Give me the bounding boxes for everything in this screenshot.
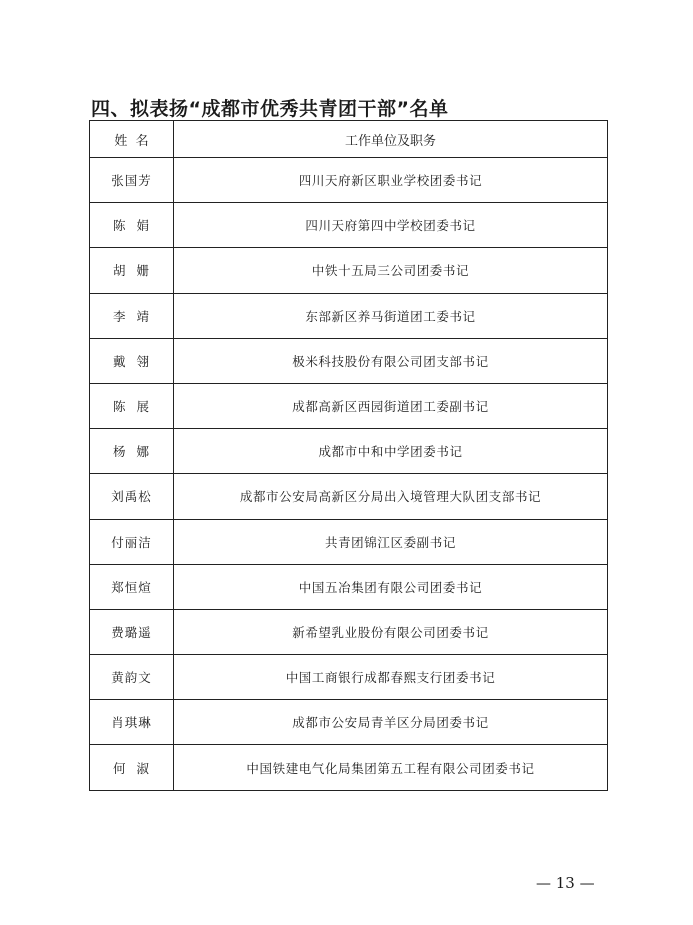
cell-name: 胡 姗	[90, 248, 174, 293]
cell-position: 成都高新区西园街道团工委副书记	[174, 383, 608, 428]
table-row	[90, 429, 608, 474]
table-header-row	[90, 121, 608, 158]
header-name: 姓 名	[90, 121, 174, 158]
cell-position: 东部新区养马街道团工委书记	[174, 293, 608, 338]
cell-position: 中国铁建电气化局集团第五工程有限公司团委书记	[174, 745, 608, 790]
cell-name: 何 淑	[90, 745, 174, 790]
cell-name: 付丽洁	[90, 519, 174, 564]
cell-position: 成都市公安局高新区分局出入境管理大队团支部书记	[174, 474, 608, 519]
table-row	[90, 474, 608, 519]
table-row	[90, 609, 608, 654]
cell-position: 四川天府第四中学校团委书记	[174, 203, 608, 248]
table-row	[90, 248, 608, 293]
cell-name: 费璐遥	[90, 609, 174, 654]
table-row	[90, 158, 608, 203]
cell-position: 新希望乳业股份有限公司团委书记	[174, 609, 608, 654]
section-heading: 四、拟表扬“成都市优秀共青团干部”名单	[91, 98, 449, 120]
cell-name: 李 靖	[90, 293, 174, 338]
table-row	[90, 338, 608, 383]
table-row	[90, 293, 608, 338]
cell-name: 肖琪琳	[90, 700, 174, 745]
cell-name: 杨 娜	[90, 429, 174, 474]
table-row	[90, 655, 608, 700]
page-number: — 13 —	[536, 874, 595, 892]
honoree-table	[89, 120, 608, 791]
table-row	[90, 383, 608, 428]
table-row	[90, 519, 608, 564]
cell-position: 中铁十五局三公司团委书记	[174, 248, 608, 293]
cell-position: 极米科技股份有限公司团支部书记	[174, 338, 608, 383]
cell-position: 中国五冶集团有限公司团委书记	[174, 564, 608, 609]
cell-position: 中国工商银行成都春熙支行团委书记	[174, 655, 608, 700]
header-position: 工作单位及职务	[174, 121, 608, 158]
cell-name: 张国芳	[90, 158, 174, 203]
cell-name: 郑恒煊	[90, 564, 174, 609]
table-row	[90, 745, 608, 790]
cell-name: 陈 展	[90, 383, 174, 428]
cell-position: 成都市中和中学团委书记	[174, 429, 608, 474]
cell-name: 陈 娟	[90, 203, 174, 248]
table-row	[90, 564, 608, 609]
cell-name: 戴 翎	[90, 338, 174, 383]
cell-position: 四川天府新区职业学校团委书记	[174, 158, 608, 203]
table-row	[90, 203, 608, 248]
cell-position: 成都市公安局青羊区分局团委书记	[174, 700, 608, 745]
cell-name: 黄韵文	[90, 655, 174, 700]
cell-position: 共青团锦江区委副书记	[174, 519, 608, 564]
cell-name: 刘禹松	[90, 474, 174, 519]
table-row	[90, 700, 608, 745]
